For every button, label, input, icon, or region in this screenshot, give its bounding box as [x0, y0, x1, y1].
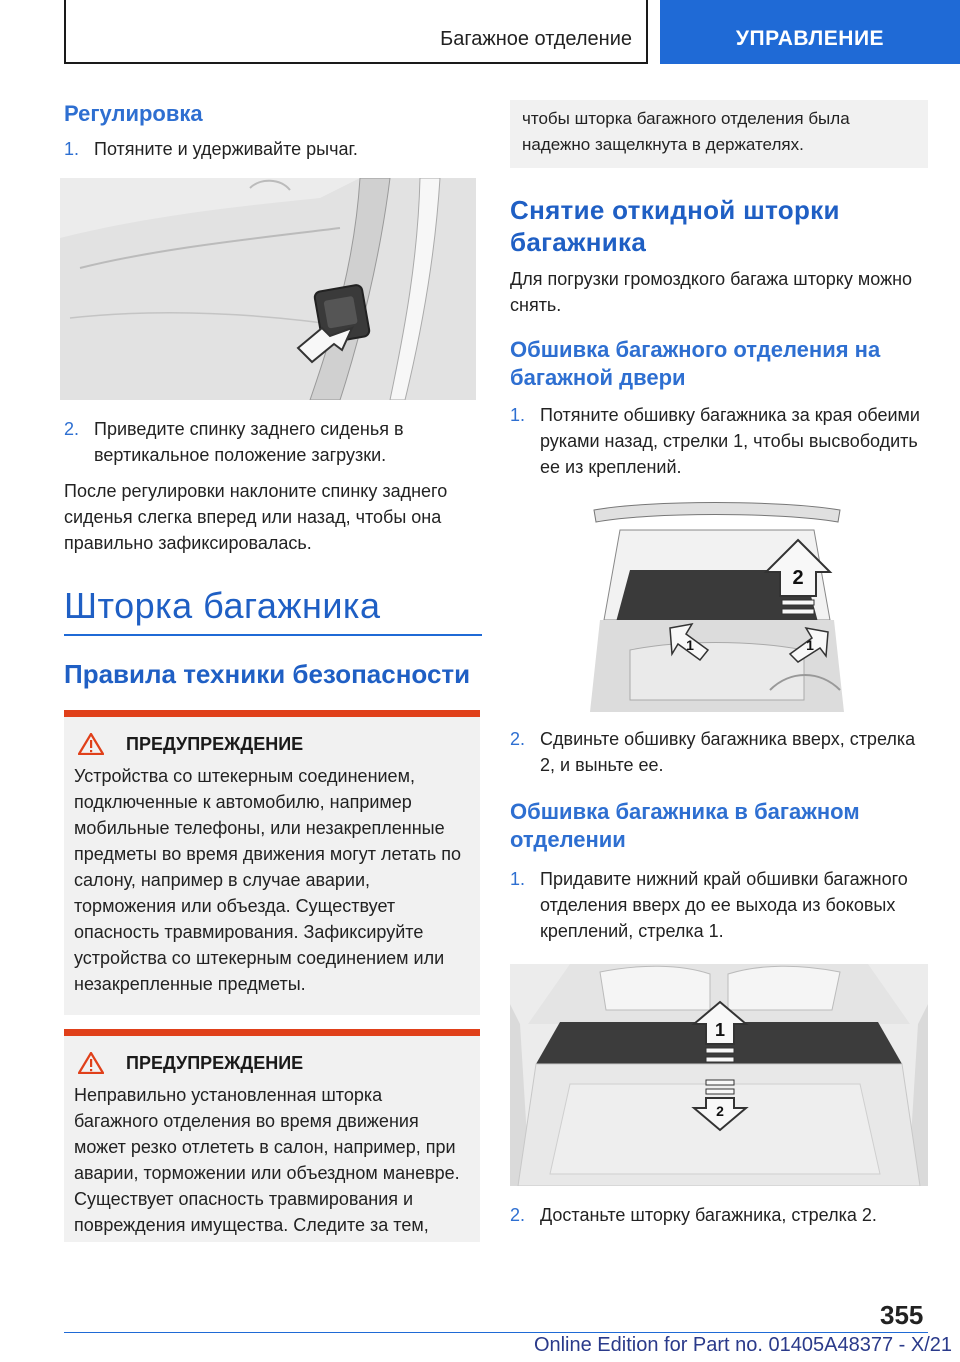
left-column [64, 100, 482, 1242]
remove-cover-heading: Снятие откидной шторки багажника [510, 195, 840, 257]
footer-edition[interactable]: Online Edition for Part no. 01405A48377 - X/21 [533, 1334, 952, 1356]
header-chapter-tab[interactable]: УПРАВЛЕНИЕ [660, 0, 960, 64]
trunk-step-2 [510, 1202, 928, 1228]
header-frame [64, 0, 648, 64]
warning-title: ПРЕДУПРЕЖДЕНИЕ [126, 733, 304, 754]
arrow-label-2: 2 [792, 567, 804, 589]
trunk-trim-heading: Обшивка багажника в багажном отделении [510, 799, 860, 852]
step-text: Потяните обшивку багажника за края обеими руками назад, стрелки 1, чтобы высвободить ее из креплений. [540, 405, 920, 477]
adjust-heading: Регулировка [64, 101, 203, 126]
warning-continuation: чтобы шторка багажного отделения была надежно защелкнута в держателях. [510, 100, 928, 168]
right-column [510, 100, 928, 1228]
trunk-cover-illustration [510, 964, 928, 1186]
footer-rule [64, 1332, 928, 1333]
arrow-label-1-left: 1 [686, 637, 694, 653]
step-text: Достаньте шторку багажника, стрелка 2. [540, 1205, 877, 1225]
after-adjust-text: После регулировки наклоните спинку заднего сиденья слегка вперед или назад, чтобы она правильно зафиксировалась. [64, 481, 448, 553]
warning-box-1 [64, 710, 480, 1015]
arrow-label-1-right: 1 [806, 637, 814, 653]
step-text: Придавите нижний край обшивки багажного отделения вверх до ее выхода из боковых креплений, стрелка 1. [540, 869, 908, 941]
step-text: Потяните и удерживайте рычаг. [94, 139, 358, 159]
step-number: 2. [64, 419, 80, 439]
warning-title: ПРЕДУПРЕЖДЕНИЕ [126, 1052, 304, 1073]
trunk-step-1 [510, 866, 928, 944]
remove-cover-text: Для погрузки громоздкого багажа шторку можно снять. [510, 269, 913, 315]
door-step-2 [510, 726, 928, 778]
door-trim-heading: Обшивка багажного отделения на багажной двери [510, 337, 881, 390]
adjust-step-1 [64, 136, 482, 162]
safety-heading: Правила техники безопасности [64, 659, 471, 689]
step-number: 1. [510, 405, 526, 425]
warning-box-2 [64, 1029, 480, 1242]
adjust-step-2 [64, 416, 482, 468]
warning-text: Неправильно установленная шторка багажного отделения во время движения может резко отлететь в салон, например, при аварии, торможении или объездном маневре. Существует опасность травмирования и повреждения имущества. Следите за тем, [74, 1085, 460, 1235]
seat-lever-illustration [60, 178, 476, 400]
warning-text: Устройства со штекерным соединением, подключенные к автомобилю, например мобильные телефоны, или незакрепленные предметы во время движения могут летать по салону, например в случае аварии, торможения или объезда. Существует опасность травмирования. Зафиксируйте устройства со штекерным соединением или незакрепленные предметы. [74, 766, 461, 994]
arrow-label-2: 2 [716, 1103, 724, 1119]
step-text: Сдвиньте обшивку багажника вверх, стрелка 2, и выньте ее. [540, 729, 916, 775]
step-number: 1. [64, 139, 80, 159]
step-number: 1. [510, 869, 526, 889]
warning-triangle-icon [78, 733, 104, 755]
heading-rule [64, 634, 482, 636]
step-number: 2. [510, 1205, 526, 1225]
arrow-label-1: 1 [714, 1020, 726, 1040]
step-number: 2. [510, 729, 526, 749]
header-section-title: Багажное отделение [440, 28, 632, 50]
warning-triangle-icon [78, 1052, 104, 1074]
cover-heading: Шторка багажника [64, 585, 381, 626]
step-text: Приведите спинку заднего сиденья в вертикальное положение загрузки. [94, 419, 404, 465]
door-step-1 [510, 402, 928, 480]
tailgate-cover-illustration [590, 500, 844, 712]
page-number: 355 [880, 1300, 924, 1330]
